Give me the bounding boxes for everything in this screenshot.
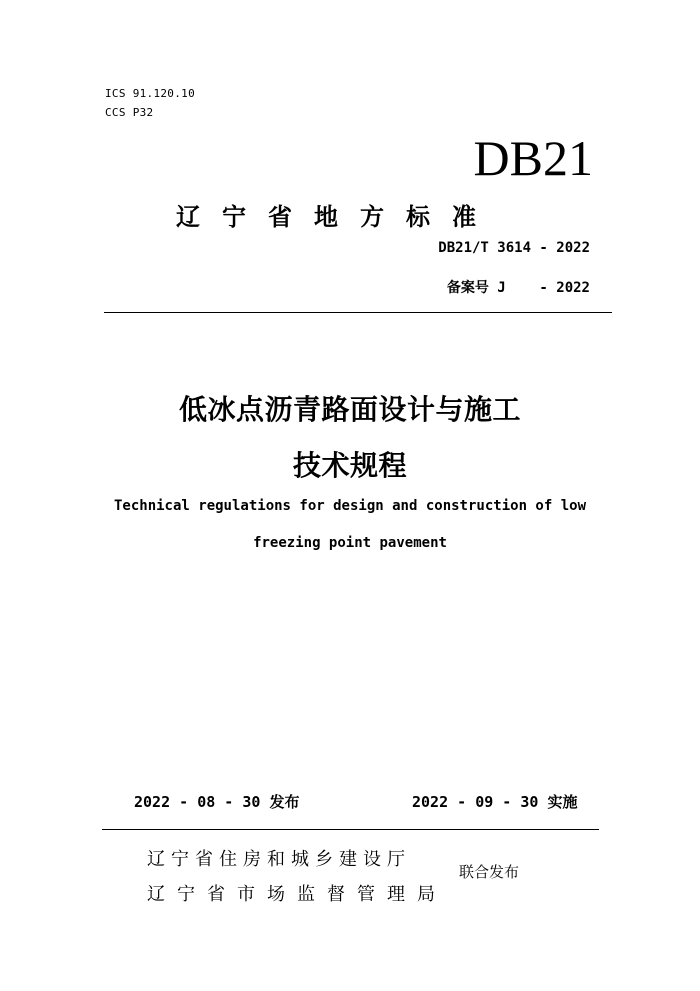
issuer-housing-department: 辽宁省住房和城乡建设厅 <box>147 849 411 870</box>
ics-code: ICS 91.120.10 <box>105 87 195 100</box>
english-title-line-1: Technical regulations for design and construction of low <box>113 498 586 514</box>
joint-release-label: 联合发布 <box>459 863 520 881</box>
standard-logo: DB21 <box>473 130 593 186</box>
standard-number: DB21/T 3614 - 2022 <box>438 240 590 256</box>
top-divider <box>104 312 612 313</box>
english-title-line-2: freezing point pavement <box>253 535 447 551</box>
standard-type-heading: 辽宁省地方标准 <box>176 203 498 231</box>
document-title-line-2: 技术规程 <box>292 449 407 482</box>
issuer-market-regulation-bureau: 辽宁省市场监督管理局 <box>147 884 447 905</box>
ccs-code: CCS P32 <box>105 106 154 119</box>
document-title-line-1: 低冰点沥青路面设计与施工 <box>178 393 521 426</box>
bottom-divider <box>102 829 599 830</box>
record-number: 备案号 J - 2022 <box>446 280 590 296</box>
implementation-date: 2022 - 09 - 30 实施 <box>412 793 578 811</box>
issue-date: 2022 - 08 - 30 发布 <box>134 793 300 811</box>
